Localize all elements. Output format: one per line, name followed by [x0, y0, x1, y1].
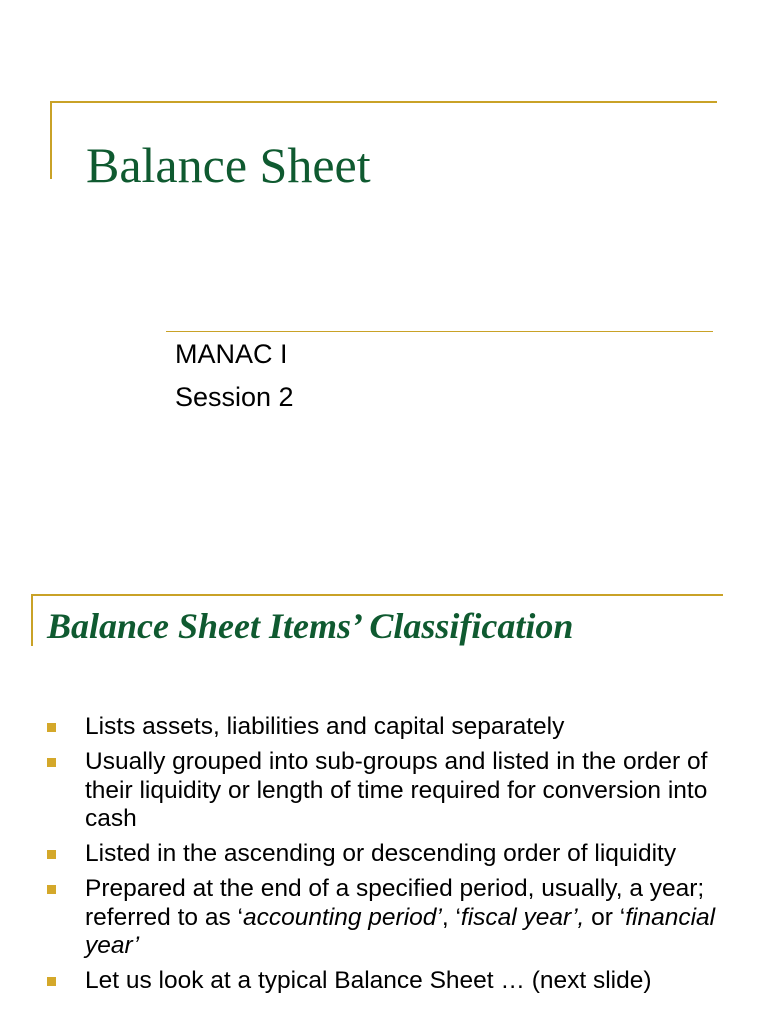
bullet-item — [0, 713, 768, 742]
square-bullet-icon — [47, 723, 56, 732]
bullet-text: Let us look at a typical Balance Sheet … (next slide) — [85, 967, 652, 994]
bullet-text: Listed in the ascending or descending order of liquidity — [85, 840, 677, 867]
bullet-text: Lists assets, liabilities and capital separately — [85, 713, 565, 740]
bullet-text: Usually grouped into sub-groups and listed in the order of their liquidity or length of time required for conversion into cash — [85, 748, 708, 832]
bullet-item — [0, 967, 768, 996]
bullet-item — [0, 875, 768, 961]
bullet-list — [0, 713, 768, 1002]
top-accent-line — [31, 594, 723, 596]
top-accent-line — [50, 101, 717, 103]
square-bullet-icon — [47, 977, 56, 986]
accounting-period-term: accounting period’ — [242, 903, 442, 931]
subtitle-divider — [166, 331, 713, 332]
fiscal-year-term: fiscal year’, — [460, 903, 585, 931]
bullet-item — [0, 748, 768, 834]
content-slide — [0, 575, 768, 1024]
left-accent-line — [31, 594, 33, 646]
square-bullet-icon — [47, 758, 56, 767]
slide-title: Balance Sheet — [86, 137, 371, 193]
course-name: MANAC I — [175, 339, 288, 369]
bullet-text: Prepared at the end of a specified period, usually, a year; referred to as ‘ — [85, 875, 705, 931]
left-accent-line — [50, 101, 52, 179]
financial-year-term: financial year’ — [85, 903, 716, 959]
square-bullet-icon — [47, 850, 56, 859]
bullet-item — [0, 840, 768, 869]
bullet-text: or ‘ — [584, 903, 626, 931]
square-bullet-icon — [47, 885, 56, 894]
slide-title: Balance Sheet Items’ Classification — [47, 606, 574, 646]
bullet-text: , ‘ — [441, 903, 461, 931]
session-label: Session 2 — [175, 382, 294, 412]
